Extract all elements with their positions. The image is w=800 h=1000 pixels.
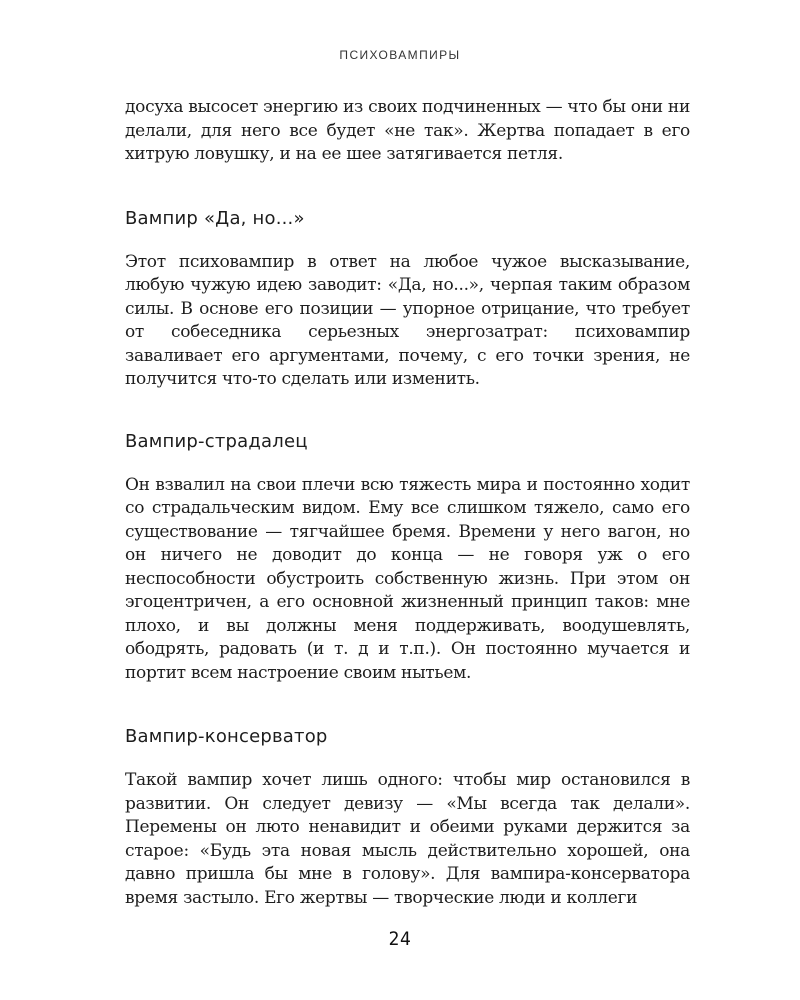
paragraph-vampire-conservative: Такой вампир хочет лишь одного: чтобы мир остановился в развитии. Он следует девизу — «Мы всегда так делали». Перемены он люто ненавидит и обеими руками держится за старое: «Будь эта новая мысль действительно хорошей, она давно пришла бы мне в голову». Для вампира-консерватора время застыло. Его жертвы — творческие люди и коллеги — [125, 770, 690, 908]
paragraph-vampire-yes-but: Этот психовампир в ответ на любое чужое высказывание, любую чужую идею заводит: «Да, но...», черпая таким образом силы. В основе его позиции — упорное отрицание, что требует от собеседника серьезных энергозатрат: психовампир заваливает его аргументами, почему, с его точки зрения, не получится что-то сделать или изменить. — [125, 251, 690, 389]
page-number: 24 — [388, 928, 412, 950]
heading-vampire-sufferer: Вампир-страдалец — [125, 430, 308, 452]
paragraph-vampire-sufferer: Он взвалил на свои плечи всю тяжесть мира и постоянно ходит со страдальческим видом. Ему все слишком тяжело, само его существование — тягчайшее бремя. Времени у него вагон, но он ничего не доводит до конца — не говоря уж о его неспособности обустроить собственную жизнь. При этом он эгоцентричен, а его основной жизненный принцип таков: мне плохо, и вы должны меня поддерживать, воодушевлять, ободрять, радовать (и т. д и т.п.). Он постоянно мучается и портит всем настроение своим нытьем. — [125, 474, 690, 683]
heading-vampire-yes-but: Вампир «Да, но...» — [125, 207, 305, 229]
paragraph-intro-continuation: досуха высосет энергию из своих подчиненных — что бы они ни делали, для него все будет «не так». Жертва попадает в его хитрую ловушку, и на ее шее затягивается петля. — [125, 97, 690, 164]
page-content — [125, 96, 690, 910]
heading-vampire-conservative: Вампир-консерватор — [125, 726, 328, 747]
running-head: ПСИХОВАМПИРЫ — [339, 48, 461, 62]
